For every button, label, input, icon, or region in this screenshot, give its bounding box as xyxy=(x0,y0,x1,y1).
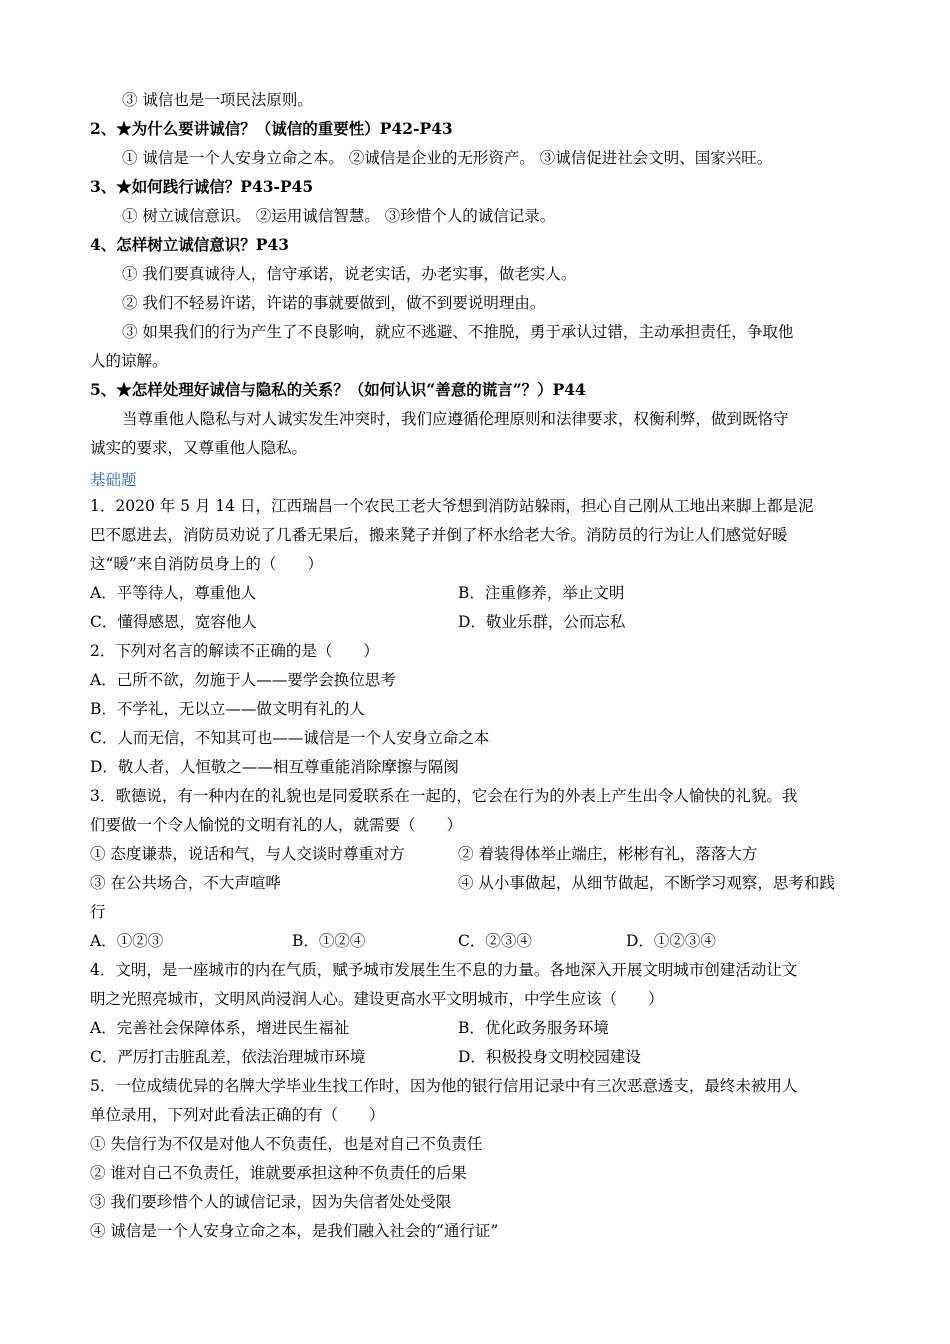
q4-option-a: A．完善社会保障体系，增进民生福祉 xyxy=(90,1019,350,1037)
knowledge-1-point-3: ③ 诚信也是一项民法原则。 xyxy=(122,91,313,109)
q3-option-c: C．②③④ xyxy=(458,932,532,950)
q3-stem-line-2: 们要做一个令人愉悦的文明有礼的人，就需要（ ） xyxy=(90,816,463,834)
q1-stem-line-2: 巴不愿进去，消防员劝说了几番无果后，搬来凳子并倒了杯水给老大爷。消防员的行为让人们感觉好暖 xyxy=(90,526,788,544)
q5-statement-2: ② 谁对自己不负责任，谁就要承担这种不负责任的后果 xyxy=(90,1164,467,1182)
q3-option-b: B．①②④ xyxy=(292,932,366,950)
q4-stem-line-1: 4．文明，是一座城市的内在气质，赋予城市发展生生不息的力量。各地深入开展文明城市创建活动让文 xyxy=(90,961,798,979)
knowledge-4-point-3-cont: 人的谅解。 xyxy=(90,352,168,370)
q1-option-a: A．平等待人，尊重他人 xyxy=(90,584,257,602)
q5-statement-3: ③ 我们要珍惜个人的诚信记录，因为失信者处处受限 xyxy=(90,1193,452,1211)
q3-statement-4: ④ 从小事做起，从细节做起，不断学习观察，思考和践 xyxy=(458,874,835,892)
q1-option-c: C．懂得感恩，宽容他人 xyxy=(90,613,257,631)
knowledge-3-title: 3、★如何践行诚信？P43-P45 xyxy=(90,177,314,196)
q3-option-a: A．①②③ xyxy=(90,932,164,950)
q2-option-d: D．敬人者，人恒敬之——相互尊重能消除摩擦与隔阂 xyxy=(90,758,459,776)
q4-stem-line-2: 明之光照亮城市，文明风尚浸润人心。建设更高水平文明城市，中学生应该（ ） xyxy=(90,990,664,1008)
knowledge-2-title: 2、★为什么要讲诚信？（诚信的重要性）P42-P43 xyxy=(90,119,453,138)
q1-option-d: D．敬业乐群，公而忘私 xyxy=(458,613,626,631)
q4-option-d: D．积极投身文明校园建设 xyxy=(458,1048,641,1066)
q1-option-b: B．注重修养，举止文明 xyxy=(458,584,625,602)
q2-stem: 2．下列对名言的解读不正确的是（ ） xyxy=(90,642,379,660)
knowledge-3-body: ① 树立诚信意识。 ②运用诚信智慧。 ③珍惜个人的诚信记录。 xyxy=(122,207,556,225)
q1-stem-line-1: 1．2020 年 5 月 14 日，江西瑞昌一个农民工老大爷想到消防站躲雨，担心自己刚从工地出来脚上都是泥 xyxy=(90,497,814,515)
q2-option-b: B．不学礼，无以立——做文明有礼的人 xyxy=(90,700,365,718)
knowledge-5-title: 5、★怎样处理好诚信与隐私的关系？（如何认识“善意的谎言”？）P44 xyxy=(90,380,586,399)
q3-statement-1: ① 态度谦恭，说话和气，与人交谈时尊重对方 xyxy=(90,845,405,863)
knowledge-5-body: 当尊重他人隐私与对人诚实发生冲突时，我们应遵循伦理原则和法律要求，权衡利弊，做到既恪守 xyxy=(122,410,789,428)
q5-statement-1: ① 失信行为不仅是对他人不负责任，也是对自己不负责任 xyxy=(90,1135,483,1153)
q2-option-c: C．人而无信，不知其可也——诚信是一个人安身立命之本 xyxy=(90,729,490,747)
q4-option-c: C．严厉打击脏乱差，依法治理城市环境 xyxy=(90,1048,366,1066)
q3-stem-line-1: 3．歌德说，有一种内在的礼貌也是同爱联系在一起的，它会在行为的外表上产生出令人愉快的礼貌。我 xyxy=(90,787,798,805)
knowledge-4-point-1: ① 我们要真诚待人，信守承诺，说老实话，办老实事，做老实人。 xyxy=(122,265,577,283)
q4-option-b: B．优化政务服务环境 xyxy=(458,1019,609,1037)
q5-stem-line-1: 5．一位成绩优异的名牌大学毕业生找工作时，因为他的银行信用记录中有三次恶意透支，最终未被用人 xyxy=(90,1077,798,1095)
knowledge-4-title: 4、怎样树立诚信意识？P43 xyxy=(90,235,290,254)
q5-statement-4: ④ 诚信是一个人安身立命之本，是我们融入社会的“通行证” xyxy=(90,1222,499,1240)
q3-option-d: D．①②③④ xyxy=(626,932,716,950)
knowledge-5-body-cont: 诚实的要求，又尊重他人隐私。 xyxy=(90,439,308,457)
q1-stem-line-3: 这“暖”来自消防员身上的（ ） xyxy=(90,555,323,573)
q3-statement-4-cont: 行 xyxy=(90,903,106,921)
q3-statement-3: ③ 在公共场合，不大声喧哗 xyxy=(90,874,281,892)
q2-option-a: A．己所不欲，勿施于人——要学会换位思考 xyxy=(90,671,396,689)
knowledge-4-point-2: ② 我们不轻易许诺，许诺的事就要做到，做不到要说明理由。 xyxy=(122,294,546,312)
q3-statement-2: ② 着装得体举止端庄，彬彬有礼，落落大方 xyxy=(458,845,758,863)
section-title: 基础题 xyxy=(90,471,137,489)
knowledge-2-body: ① 诚信是一个人安身立命之本。 ②诚信是企业的无形资产。 ③诚信促进社会文明、国家兴旺。 xyxy=(122,149,773,167)
knowledge-4-point-3: ③ 如果我们的行为产生了不良影响，就应不逃避、不推脱，勇于承认过错，主动承担责任，争取他 xyxy=(122,323,794,341)
q5-stem-line-2: 单位录用，下列对此看法正确的有（ ） xyxy=(90,1106,385,1124)
